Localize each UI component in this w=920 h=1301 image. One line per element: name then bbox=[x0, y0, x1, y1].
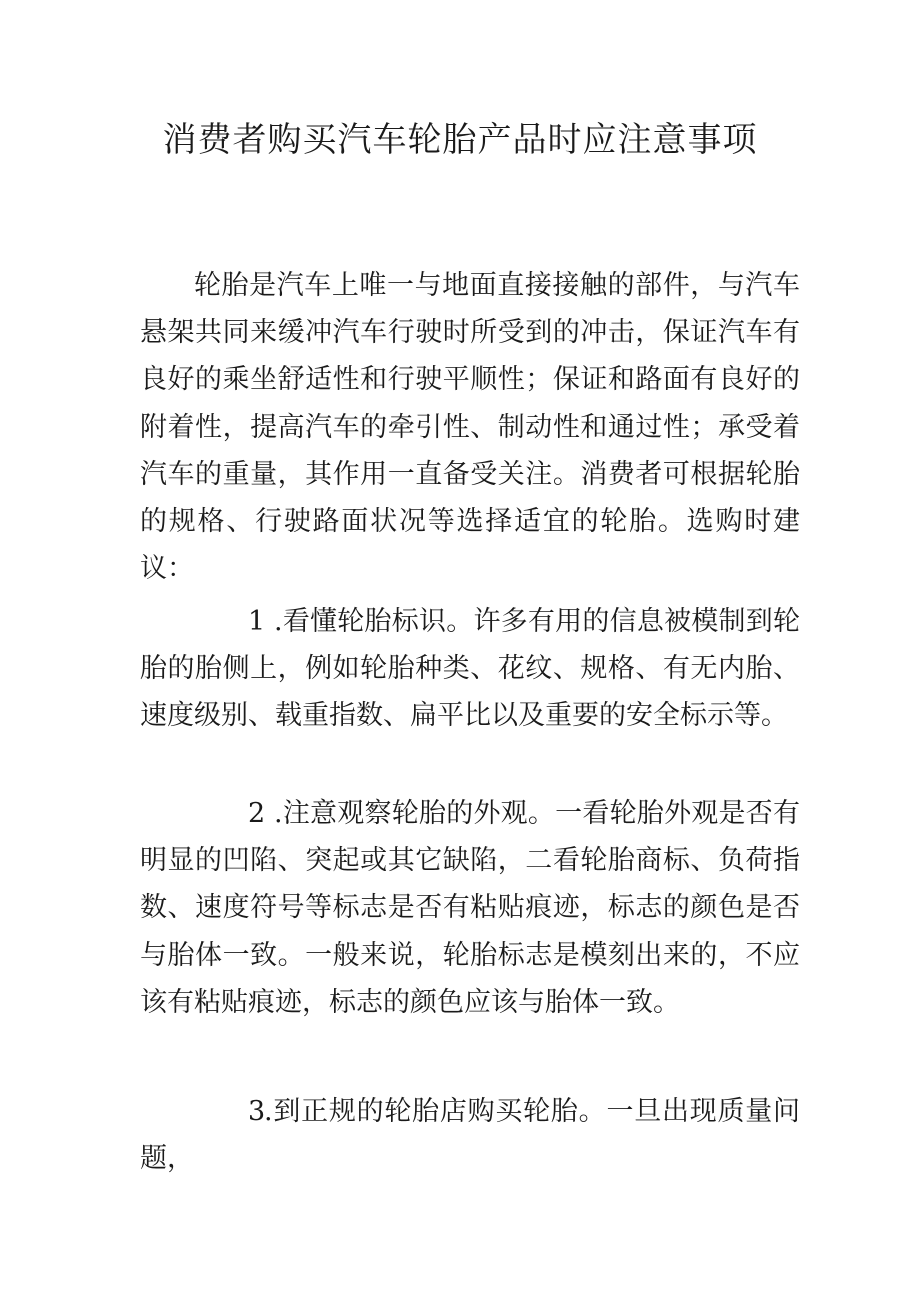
list-item-3-number: 3 bbox=[248, 1096, 266, 1127]
intro-paragraph: 轮胎是汽车上唯一与地面直接接触的部件，与汽车悬架共同来缓冲汽车行驶时所受到的冲击，保证汽车有良好的乘坐舒适性和行驶平顺性；保证和路面有良好的附着性，提高汽车的牵引性、制动性和通过性；承受着汽车的重量，其作用一直备受关注。消费者可根据轮胎的规格、行驶路面状况等选择适宜的轮胎。选购时建议： bbox=[140, 270, 800, 585]
list-item-1 bbox=[140, 598, 800, 740]
document-title: 消费者购买汽车轮胎产品时应注意事项 bbox=[162, 120, 758, 160]
list-item-3-text: .到正规的轮胎店购买轮胎。一旦出现质量问题， bbox=[140, 1096, 800, 1175]
list-item-3 bbox=[140, 1088, 800, 1182]
list-item-2 bbox=[140, 790, 800, 1026]
list-item-1-text: .看懂轮胎标识。许多有用的信息被模制到轮胎的胎侧上，例如轮胎种类、花纹、规格、有无内胎、速度级别、载重指数、扁平比以及重要的安全标示等。 bbox=[140, 606, 800, 732]
list-item-2-number: 2 bbox=[248, 798, 266, 829]
list-item-2-text: .注意观察轮胎的外观。一看轮胎外观是否有明显的凹陷、突起或其它缺陷，二看轮胎商标、负荷指数、速度符号等标志是否有粘贴痕迹，标志的颜色是否与胎体一致。一般来说，轮胎标志是模刻出来的，不应该有粘贴痕迹，标志的颜色应该与胎体一致。 bbox=[140, 798, 800, 1018]
list-item-1-number: 1 bbox=[248, 606, 266, 637]
